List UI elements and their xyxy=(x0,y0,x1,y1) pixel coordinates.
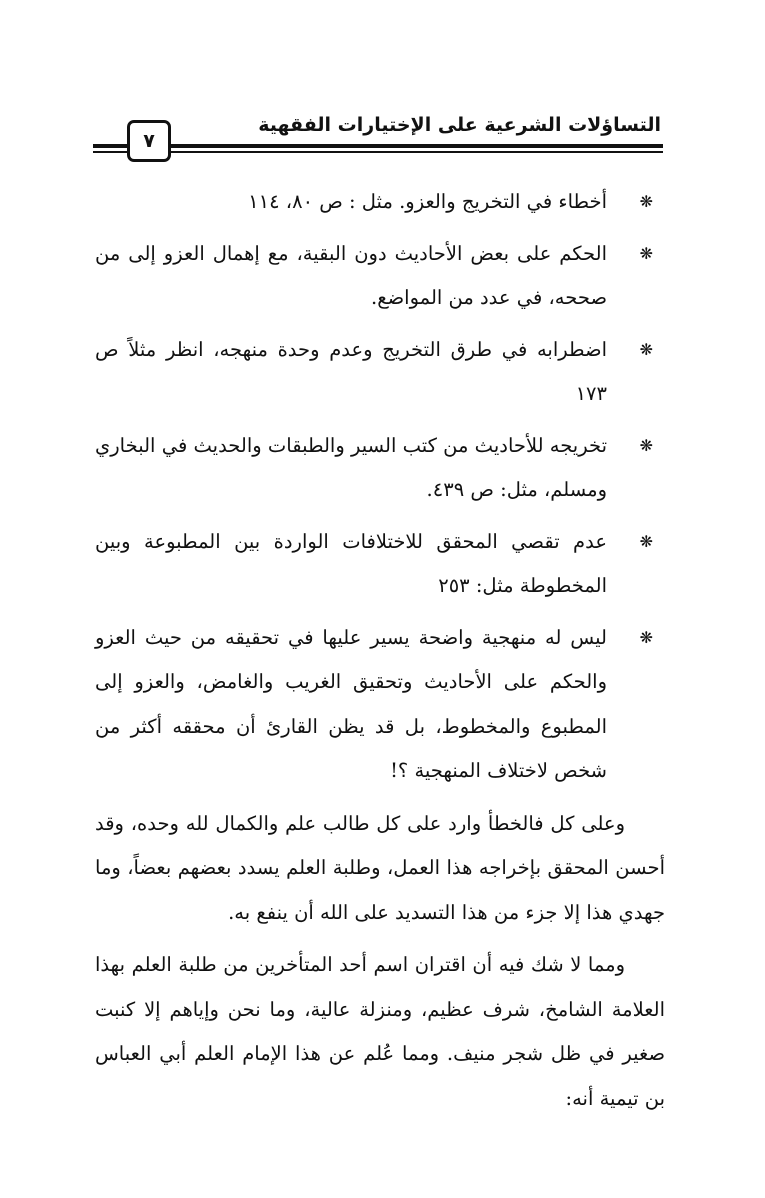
bullet-item-5 xyxy=(95,520,665,609)
body-paragraph-2: ومما لا شك فيه أن اقتران اسم أحد المتأخرين من طلبة العلم بهذا العلامة الشامخ، شرف عظيم، ومنزلة عالية، وما نحن وإياهم إلا كنبت صغير في ظل شجر منيف. ومما عُلم عن هذا الإمام العلم أبي العباس بن تيمية أنه: xyxy=(95,953,665,1110)
star-bullet-icon: ❋ xyxy=(639,627,653,647)
bullet-text: الحكم على بعض الأحاديث دون البقية، مع إهمال العزو إلى من صححه، في عدد من المواضع. xyxy=(95,241,607,309)
page-header xyxy=(93,100,663,162)
star-bullet-icon: ❋ xyxy=(639,192,653,211)
bullet-text: اضطرابه في طرق التخريج وعدم وحدة منهجه، انظر مثلاً ص ١٧٣ xyxy=(95,337,607,405)
page-number: ٧ xyxy=(127,120,171,162)
bullet-item-4 xyxy=(95,424,665,513)
bullet-text: أخطاء في التخريج والعزو. مثل : ص ٨٠، ١١٤ xyxy=(248,190,607,213)
star-bullet-icon: ❋ xyxy=(639,531,653,551)
bullet-item-3 xyxy=(95,328,665,417)
bullet-text: ليس له منهجية واضحة يسير عليها في تحقيقه من حيث العزو والحكم على الأحاديث وتحقيق الغريب والغامض، والعزو إلى المطبوع والمخطوط، بل قد يظن القارئ أن محققه أكثر من شخص لاختلاف المنهجية ؟! xyxy=(95,625,607,782)
header-rule-thin xyxy=(93,151,663,153)
body-paragraph-1: وعلى كل فالخطأ وارد على كل طالب علم والكمال لله وحده، وقد أحسن المحقق بإخراجه هذا العمل، وطلبة العلم يسدد بعضهم بعضاً، وما جهدي هذا إلا جزء من هذا التسديد على الله أن ينفع به. xyxy=(95,811,665,924)
page-body xyxy=(95,180,665,1121)
star-bullet-icon: ❋ xyxy=(639,339,653,359)
bullet-item-1 xyxy=(95,180,665,225)
bullet-list xyxy=(95,180,665,794)
bullet-item-6 xyxy=(95,616,665,794)
bullet-item-2 xyxy=(95,232,665,321)
star-bullet-icon: ❋ xyxy=(639,435,653,455)
header-rule-thick xyxy=(93,144,663,148)
star-bullet-icon: ❋ xyxy=(639,243,653,263)
running-title: التساؤلات الشرعية على الإختيارات الفقهية xyxy=(258,114,661,136)
bullet-text: تخريجه للأحاديث من كتب السير والطبقات والحديث في البخاري ومسلم، مثل: ص ٤٣٩. xyxy=(95,433,607,501)
bullet-text: عدم تقصي المحقق للاختلافات الواردة بين المطبوعة وبين المخطوطة مثل: ٢٥٣ xyxy=(95,529,607,597)
